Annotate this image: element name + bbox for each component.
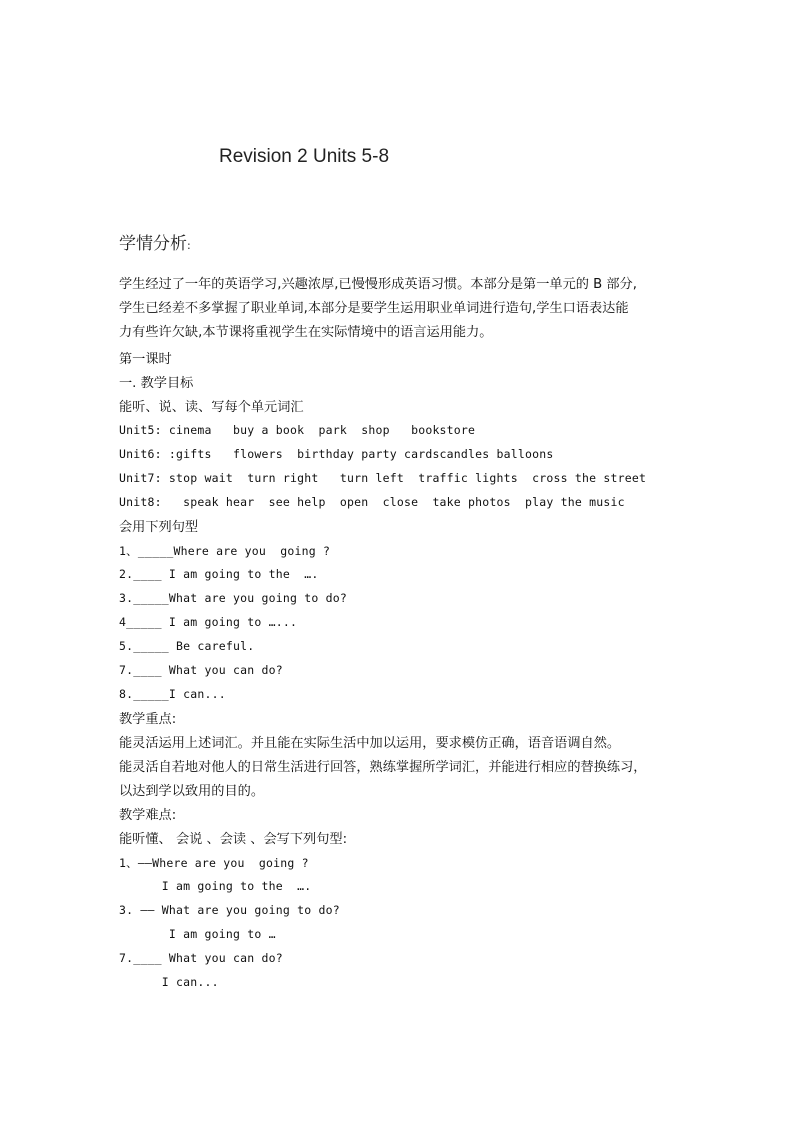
difficulty-line: I am going to the …. [119, 879, 312, 893]
pattern-line: 1、_____Where are you going ? [119, 544, 331, 558]
analysis-line: 学生已经差不多掌握了职业单词,本部分是要学生运用职业单词进行造句,学生口语表达能 [119, 301, 629, 316]
analysis-line: 力有些许欠缺,本节课将重视学生在实际情境中的语言运用能力。 [119, 325, 493, 340]
pattern-line: 5._____ Be careful. [119, 639, 255, 653]
lesson-label: 第一课时 [119, 352, 172, 367]
vocab-intro: 能听、说、读、写每个单元词汇 [119, 400, 304, 415]
unit7-vocab: Unit7: stop wait turn right turn left traffic lights cross the street [119, 471, 647, 485]
analysis-heading-text: 学情分析 [119, 234, 187, 254]
unit6-vocab: Unit6: :gifts flowers birthday party cardscandles balloons [119, 447, 554, 461]
key-points-heading: 教学重点: [119, 712, 177, 727]
unit8-vocab: Unit8: speak hear see help open close take photos play the music [119, 495, 625, 509]
difficulty-line: 7.____ What you can do? [119, 951, 283, 965]
difficulty-line: I am going to … [119, 927, 276, 941]
key-points-line: 能灵活运用上述词汇。并且能在实际生活中加以运用，要求模仿正确，语音语调自然。 [119, 736, 621, 751]
pattern-line: 8._____I can... [119, 687, 226, 701]
analysis-line: 学生经过了一年的英语学习,兴趣浓厚,已慢慢形成英语习惯。本部分是第一单元的 B 部分, [119, 277, 637, 292]
difficulties-intro: 能听懂、 会说 、会读 、会写下列句型: [119, 832, 348, 847]
difficulty-line: 3. —— What are you going to do? [119, 903, 340, 917]
objectives-heading: 一. 教学目标 [119, 376, 194, 391]
analysis-paragraph [119, 273, 684, 345]
key-points-line: 能灵活自若地对他人的日常生活进行回答，熟练掌握所学词汇，并能进行相应的替换练习， [119, 760, 647, 775]
difficulty-line: I can... [119, 975, 219, 989]
page-title: Revision 2 Units 5-8 [219, 146, 390, 167]
pattern-line: 7.____ What you can do? [119, 663, 283, 677]
pattern-line: 2.____ I am going to the …. [119, 567, 319, 581]
analysis-heading-colon: : [187, 239, 191, 252]
unit5-vocab: Unit5: cinema buy a book park shop bookstore [119, 423, 476, 437]
pattern-line: 4_____ I am going to …... [119, 615, 298, 629]
patterns-intro: 会用下列句型 [119, 520, 199, 535]
key-points-line: 以达到学以致用的目的。 [119, 784, 265, 799]
analysis-heading [119, 229, 191, 254]
difficulty-line: 1、——Where are you going ? [119, 856, 309, 870]
pattern-line: 3._____What are you going to do? [119, 591, 347, 605]
difficulties-heading: 教学难点: [119, 808, 177, 823]
